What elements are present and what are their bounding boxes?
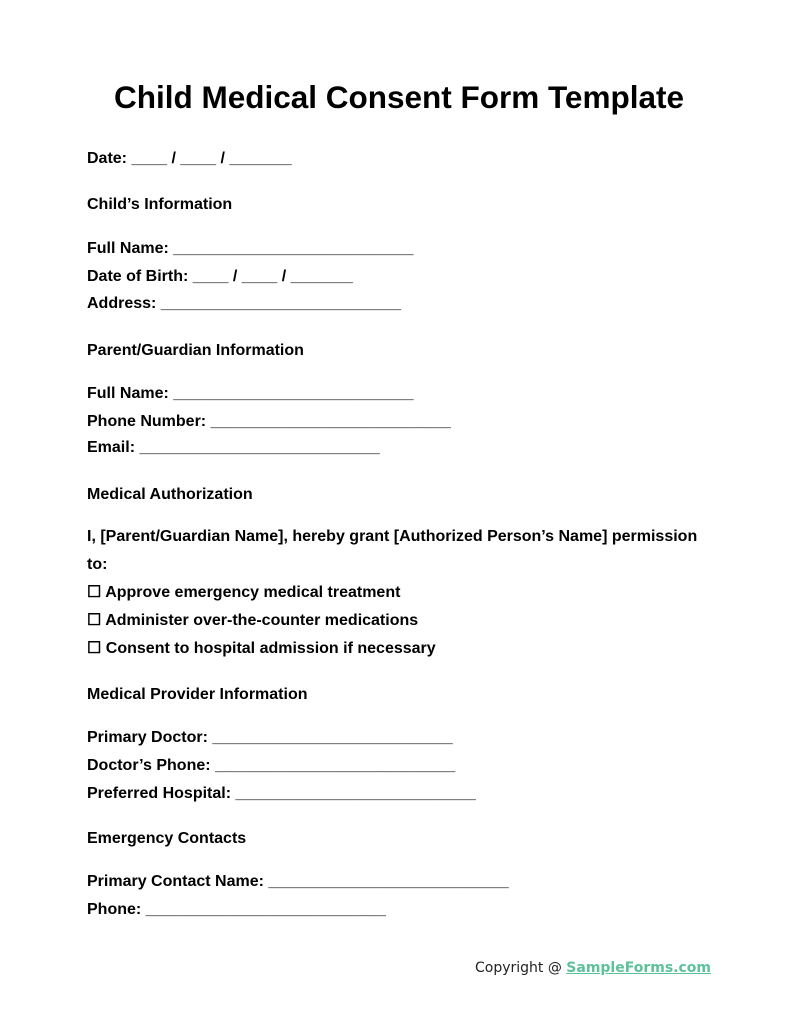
guardian-phone-field[interactable]: ___________________________ (210, 413, 451, 430)
option-label: Consent to hospital admission if necessary (105, 640, 436, 657)
child-address-line (87, 294, 401, 314)
preferred-hospital-label: Preferred Hospital: (87, 785, 232, 802)
primary-contact-name-label: Primary Contact Name: (87, 873, 264, 890)
checkbox-icon[interactable]: ☐ (87, 640, 102, 657)
guardian-phone-label: Phone Number: (87, 413, 207, 430)
doctor-phone-line (87, 756, 455, 776)
sampleforms-link[interactable]: SampleForms.com (566, 960, 711, 976)
authorization-heading: Medical Authorization (87, 486, 253, 503)
option-emergency-treatment (87, 583, 400, 603)
child-dob-field[interactable]: ____ / ____ / _______ (192, 268, 353, 285)
option-label: Administer over-the-counter medications (105, 612, 419, 629)
primary-contact-name-line (87, 872, 509, 892)
guardian-info-heading: Parent/Guardian Information (87, 342, 304, 359)
primary-doctor-field[interactable]: ___________________________ (212, 729, 453, 746)
primary-contact-name-field[interactable]: ___________________________ (268, 873, 509, 890)
date-field[interactable]: ____ / ____ / _______ (131, 150, 292, 167)
doctor-phone-field[interactable]: ___________________________ (215, 757, 456, 774)
guardian-full-name-field[interactable]: ___________________________ (173, 385, 414, 402)
copyright-footer (475, 958, 711, 978)
child-dob-label: Date of Birth: (87, 268, 189, 285)
child-full-name-field[interactable]: ___________________________ (173, 240, 414, 257)
primary-doctor-line (87, 728, 453, 748)
date-line (87, 149, 292, 169)
child-address-label: Address: (87, 295, 157, 312)
primary-doctor-label: Primary Doctor: (87, 729, 208, 746)
checkbox-icon[interactable]: ☐ (87, 612, 102, 629)
preferred-hospital-field[interactable]: ___________________________ (235, 785, 476, 802)
doctor-phone-label: Doctor’s Phone: (87, 757, 211, 774)
preferred-hospital-line (87, 784, 476, 804)
date-label: Date: (87, 150, 128, 167)
checkbox-icon[interactable]: ☐ (87, 584, 102, 601)
child-full-name-line (87, 239, 414, 259)
guardian-full-name-line (87, 384, 414, 404)
authorization-statement: I, [Parent/Guardian Name], hereby grant [Authorized Person’s Name] permission to: (87, 528, 698, 573)
child-dob-line (87, 267, 353, 287)
child-full-name-label: Full Name: (87, 240, 169, 257)
emergency-phone-label: Phone: (87, 901, 142, 918)
emergency-phone-line (87, 900, 386, 920)
option-otc-medications (87, 611, 418, 631)
guardian-email-field[interactable]: ___________________________ (139, 439, 380, 456)
guardian-phone-line (87, 412, 451, 432)
guardian-email-line (87, 438, 380, 458)
provider-info-heading: Medical Provider Information (87, 686, 308, 703)
emergency-contacts-heading: Emergency Contacts (87, 830, 247, 847)
guardian-full-name-label: Full Name: (87, 385, 169, 402)
child-address-field[interactable]: ___________________________ (160, 295, 402, 312)
option-hospital-admission (87, 639, 436, 659)
copyright-text: Copyright @ (474, 960, 567, 976)
child-info-heading: Child’s Information (87, 196, 233, 213)
page-title: Child Medical Consent Form Template (114, 79, 684, 115)
emergency-phone-field[interactable]: ___________________________ (145, 901, 386, 918)
option-label: Approve emergency medical treatment (105, 584, 401, 601)
guardian-email-label: Email: (87, 439, 136, 456)
